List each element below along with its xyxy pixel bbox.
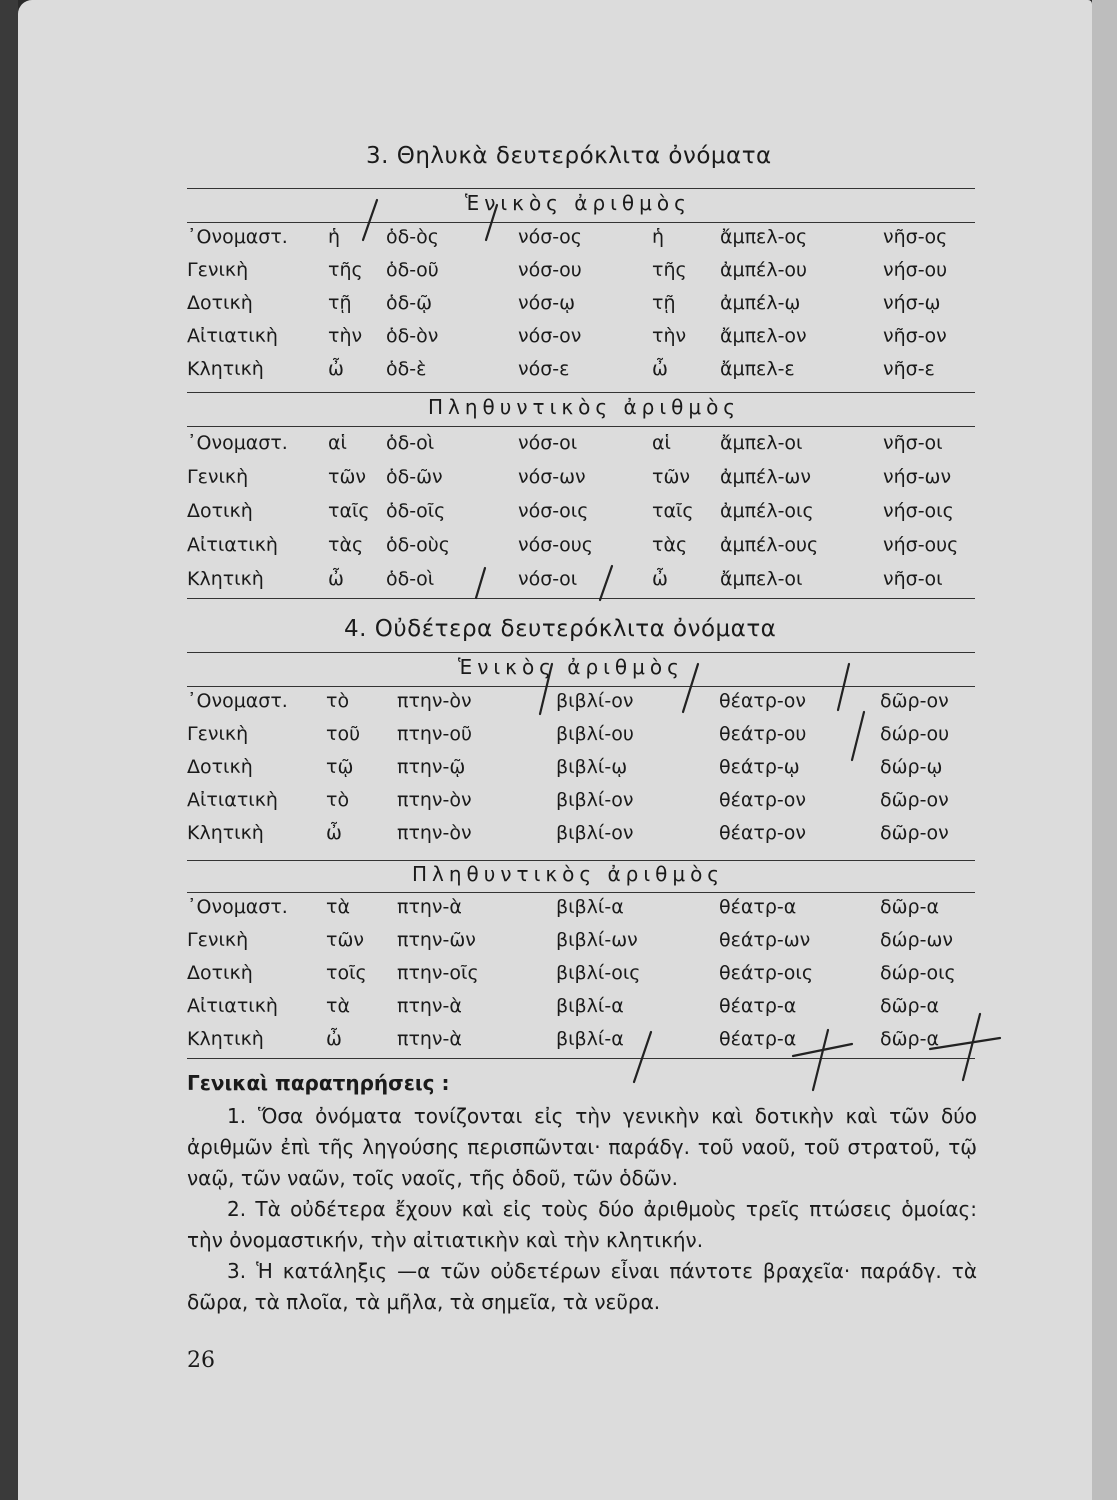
table-cell: θεάτρ-ων bbox=[719, 929, 811, 951]
table-cell: αἱ bbox=[328, 432, 347, 454]
table-cell: βιβλί-ον bbox=[556, 822, 634, 844]
table-cell: βιβλί-α bbox=[556, 1028, 624, 1050]
section4-title: 4. Οὐδέτερα δευτερόκλιτα ὀνόματα bbox=[344, 616, 777, 642]
table-cell: νόσ-οι bbox=[518, 432, 578, 454]
rule bbox=[187, 188, 975, 189]
table-cell: ἄμπελ-ος bbox=[720, 226, 808, 248]
table-cell: ἀμπέλ-ου bbox=[720, 259, 808, 281]
table-row bbox=[0, 325, 1117, 357]
table-cell: νόσ-οι bbox=[518, 568, 578, 590]
section3-plural-header: Πληθυντικὸς ἀριθμὸς bbox=[428, 395, 741, 419]
case-label: Κλητικὴ bbox=[187, 568, 264, 590]
table-cell: ὁδ-οὶ bbox=[386, 568, 435, 590]
table-row bbox=[0, 929, 1117, 961]
table-row bbox=[0, 292, 1117, 324]
case-label: Αἰτιατικὴ bbox=[187, 995, 278, 1017]
table-cell: νῆσ-ον bbox=[883, 325, 947, 347]
table-cell: νόσ-οις bbox=[518, 500, 589, 522]
table-cell: ἄμπελ-ον bbox=[720, 325, 807, 347]
table-cell: νήσ-ῳ bbox=[883, 292, 941, 314]
table-cell: νόσ-ους bbox=[518, 534, 593, 556]
table-cell: πτην-ὸν bbox=[397, 690, 472, 712]
table-cell: ταῖς bbox=[652, 500, 694, 522]
table-cell: θέατρ-ον bbox=[719, 822, 807, 844]
table-cell: βιβλί-ον bbox=[556, 690, 634, 712]
table-row bbox=[0, 259, 1117, 291]
table-cell: δώρ-ου bbox=[880, 723, 950, 745]
table-cell: ἡ bbox=[328, 226, 341, 248]
table-cell: ὁδ-ὲ bbox=[386, 358, 427, 380]
rule bbox=[187, 860, 975, 861]
table-cell: πτην-ῶν bbox=[397, 929, 476, 951]
case-label: Δοτικὴ bbox=[187, 756, 253, 778]
table-cell: θέατρ-ον bbox=[719, 789, 807, 811]
table-cell: ἄμπελ-οι bbox=[720, 432, 803, 454]
table-cell: ὁδ-ὸν bbox=[386, 325, 439, 347]
note-3: 3. Ἡ κατάληξις —α τῶν οὐδετέρων εἶναι πάντοτε βραχεῖα· παράδγ. τὰ δῶρα, τὰ πλοῖα, τὰ μῆλα, τὰ σημεῖα, τὰ νεῦρα. bbox=[187, 1259, 977, 1314]
case-label: Αἰτιατικὴ bbox=[187, 534, 278, 556]
table-cell: θεάτρ-οις bbox=[719, 962, 813, 984]
table-cell: ὁδ-οῦ bbox=[386, 259, 439, 281]
table-cell: τοῖς bbox=[326, 962, 367, 984]
table-cell: τῇ bbox=[328, 292, 352, 314]
table-cell: βιβλί-ου bbox=[556, 723, 634, 745]
rule bbox=[187, 892, 975, 893]
table-cell: τῆς bbox=[328, 259, 363, 281]
table-row bbox=[0, 358, 1117, 390]
table-cell: νήσ-οις bbox=[883, 500, 954, 522]
table-cell: ὦ bbox=[652, 358, 668, 380]
table-row bbox=[0, 995, 1117, 1027]
section3-singular-header: Ἑνικὸς ἀριθμὸς bbox=[465, 191, 691, 215]
table-cell: νῆσ-οι bbox=[883, 568, 943, 590]
table-cell: τῷ bbox=[326, 756, 354, 778]
table-cell: τὸ bbox=[326, 789, 350, 811]
table-cell: τὴν bbox=[328, 325, 363, 347]
case-label: Δοτικὴ bbox=[187, 962, 253, 984]
table-cell: νήσ-ων bbox=[883, 466, 952, 488]
table-cell: δῶρ-ον bbox=[880, 822, 949, 844]
table-cell: τὰ bbox=[326, 896, 350, 918]
rule bbox=[187, 598, 975, 599]
table-cell: τὰ bbox=[326, 995, 350, 1017]
note-1: 1. Ὅσα ὀνόματα τονίζονται εἰς τὴν γενικὴν καὶ δοτικὴν καὶ τῶν δύο ἀριθμῶν ἐπὶ τῆς ληγούσης περισπῶνται· παράδγ. τοῦ ναοῦ, τοῦ στρατοῦ, τῷ ναῷ, τῶν ναῶν, τοῖς ναοῖς, τῆς ὁδοῦ, τῶν ὁδῶν. bbox=[187, 1104, 977, 1190]
table-cell: πτην-ῷ bbox=[397, 756, 466, 778]
table-cell: δῶρ-ον bbox=[880, 789, 949, 811]
table-row bbox=[0, 723, 1117, 755]
case-label: Αἰτιατικὴ bbox=[187, 325, 278, 347]
table-row bbox=[0, 962, 1117, 994]
table-cell: δώρ-ων bbox=[880, 929, 953, 951]
table-row bbox=[0, 466, 1117, 498]
table-cell: νῆσ-ε bbox=[883, 358, 935, 380]
table-cell: νόσ-ε bbox=[518, 358, 570, 380]
table-row bbox=[0, 690, 1117, 722]
table-row bbox=[0, 534, 1117, 566]
rule bbox=[187, 392, 975, 393]
table-cell: ὁδ-ῷ bbox=[386, 292, 433, 314]
table-cell: ὁδ-ῶν bbox=[386, 466, 443, 488]
section4-singular-header: Ἑνικὸς ἀριθμὸς bbox=[458, 655, 684, 679]
section4-plural-header: Πληθυντικὸς ἀριθμὸς bbox=[412, 862, 725, 886]
table-row bbox=[0, 500, 1117, 532]
table-cell: θέατρ-α bbox=[719, 1028, 797, 1050]
table-row bbox=[0, 822, 1117, 854]
table-cell: νόσ-ῳ bbox=[518, 292, 576, 314]
table-row bbox=[0, 896, 1117, 928]
case-label: Κλητικὴ bbox=[187, 1028, 264, 1050]
table-cell: θέατρ-ον bbox=[719, 690, 807, 712]
table-row bbox=[0, 756, 1117, 788]
case-label: Δοτικὴ bbox=[187, 500, 253, 522]
rule bbox=[187, 652, 975, 653]
case-label: Αἰτιατικὴ bbox=[187, 789, 278, 811]
table-cell: δῶρ-α bbox=[880, 995, 939, 1017]
section3-title: 3. Θηλυκὰ δευτερόκλιτα ὀνόματα bbox=[366, 143, 772, 169]
table-cell: ταῖς bbox=[328, 500, 370, 522]
general-notes bbox=[187, 1068, 977, 1318]
notes-heading: Γενικαὶ παρατηρήσεις : bbox=[187, 1071, 450, 1095]
case-label: Γενικὴ bbox=[187, 723, 249, 745]
table-cell: ἄμπελ-ε bbox=[720, 358, 795, 380]
table-cell: πτην-οῖς bbox=[397, 962, 479, 984]
table-cell: πτην-ὰ bbox=[397, 1028, 462, 1050]
table-cell: βιβλί-οις bbox=[556, 962, 641, 984]
table-cell: θέατρ-α bbox=[719, 995, 797, 1017]
table-row bbox=[0, 789, 1117, 821]
rule bbox=[187, 1058, 975, 1059]
table-cell: ἀμπέλ-ῳ bbox=[720, 292, 801, 314]
table-cell: νόσ-ον bbox=[518, 325, 582, 347]
table-cell: ἀμπέλ-ων bbox=[720, 466, 811, 488]
note-2: 2. Τὰ οὐδέτερα ἔχουν καὶ εἰς τοὺς δύο ἀριθμοὺς τρεῖς πτώσεις ὁμοίας: τὴν ὀνομαστικήν, τὴν αἰτιατικὴν καὶ τὴν κλητικήν. bbox=[187, 1197, 977, 1252]
table-cell: πτην-ὰ bbox=[397, 995, 462, 1017]
table-cell: τῶν bbox=[652, 466, 690, 488]
table-cell: ὁδ-οῖς bbox=[386, 500, 446, 522]
page-number: 26 bbox=[187, 1348, 215, 1373]
table-cell: τῶν bbox=[326, 929, 364, 951]
table-cell: ἀμπέλ-οις bbox=[720, 500, 814, 522]
table-cell: δῶρ-α bbox=[880, 1028, 939, 1050]
rule bbox=[187, 686, 975, 687]
table-row bbox=[0, 568, 1117, 600]
case-label: Γενικὴ bbox=[187, 466, 249, 488]
table-cell: ἀμπέλ-ους bbox=[720, 534, 819, 556]
case-label: ᾿Ονομαστ. bbox=[187, 432, 288, 454]
table-row bbox=[0, 226, 1117, 258]
table-cell: τὰς bbox=[328, 534, 364, 556]
table-cell: βιβλί-ον bbox=[556, 789, 634, 811]
table-cell: βιβλί-ων bbox=[556, 929, 638, 951]
table-cell: τὸ bbox=[326, 690, 350, 712]
table-cell: θέατρ-α bbox=[719, 896, 797, 918]
table-cell: ὁδ-οὶ bbox=[386, 432, 435, 454]
case-label: Κλητικὴ bbox=[187, 822, 264, 844]
table-cell: νῆσ-ος bbox=[883, 226, 948, 248]
table-cell: τῇ bbox=[652, 292, 676, 314]
table-cell: πτην-ὰ bbox=[397, 896, 462, 918]
table-cell: βιβλί-ῳ bbox=[556, 756, 628, 778]
table-cell: τὰς bbox=[652, 534, 688, 556]
case-label: ᾿Ονομαστ. bbox=[187, 896, 288, 918]
rule bbox=[187, 222, 975, 223]
table-cell: δώρ-οις bbox=[880, 962, 956, 984]
table-cell: ὦ bbox=[652, 568, 668, 590]
table-cell: τῆς bbox=[652, 259, 687, 281]
table-cell: ὦ bbox=[328, 358, 344, 380]
table-cell: πτην-οῦ bbox=[397, 723, 473, 745]
table-cell: ὁδ-ὸς bbox=[386, 226, 439, 248]
case-label: ᾿Ονομαστ. bbox=[187, 690, 288, 712]
table-cell: ὦ bbox=[328, 568, 344, 590]
table-cell: τὴν bbox=[652, 325, 687, 347]
table-row bbox=[0, 1028, 1117, 1060]
case-label: Γενικὴ bbox=[187, 259, 249, 281]
table-cell: θεάτρ-ου bbox=[719, 723, 807, 745]
table-cell: τῶν bbox=[328, 466, 366, 488]
case-label: Κλητικὴ bbox=[187, 358, 264, 380]
table-cell: δῶρ-ον bbox=[880, 690, 949, 712]
table-cell: πτην-ὸν bbox=[397, 822, 472, 844]
case-label: ᾿Ονομαστ. bbox=[187, 226, 288, 248]
table-cell: δῶρ-α bbox=[880, 896, 939, 918]
case-label: Δοτικὴ bbox=[187, 292, 253, 314]
table-cell: νῆσ-οι bbox=[883, 432, 943, 454]
table-cell: ὁδ-οὺς bbox=[386, 534, 450, 556]
table-cell: νόσ-ων bbox=[518, 466, 586, 488]
table-cell: νήσ-ους bbox=[883, 534, 959, 556]
table-cell: ἄμπελ-οι bbox=[720, 568, 803, 590]
table-cell: νόσ-ος bbox=[518, 226, 582, 248]
table-cell: ὦ bbox=[326, 1028, 342, 1050]
case-label: Γενικὴ bbox=[187, 929, 249, 951]
table-cell: θεάτρ-ῳ bbox=[719, 756, 800, 778]
table-cell: νόσ-ου bbox=[518, 259, 582, 281]
table-cell: βιβλί-α bbox=[556, 995, 624, 1017]
table-cell: νήσ-ου bbox=[883, 259, 948, 281]
table-cell: ὦ bbox=[326, 822, 342, 844]
table-cell: δώρ-ῳ bbox=[880, 756, 943, 778]
table-cell: αἱ bbox=[652, 432, 671, 454]
table-cell: ἡ bbox=[652, 226, 665, 248]
table-cell: τοῦ bbox=[326, 723, 361, 745]
table-cell: πτην-ὸν bbox=[397, 789, 472, 811]
table-row bbox=[0, 432, 1117, 464]
rule bbox=[187, 426, 975, 427]
table-cell: βιβλί-α bbox=[556, 896, 624, 918]
